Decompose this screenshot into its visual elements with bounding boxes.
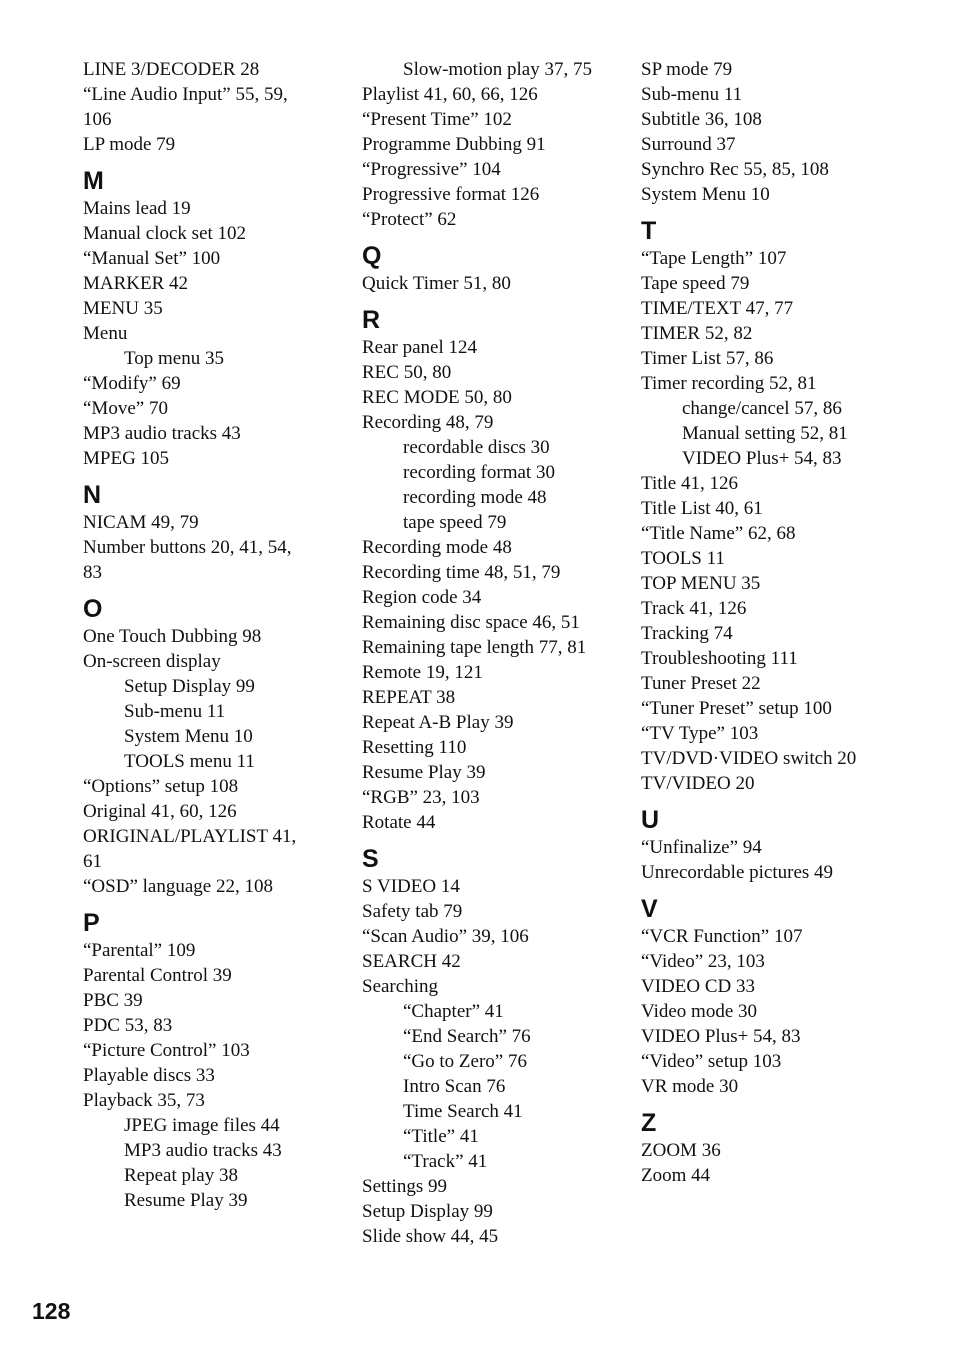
index-entry: ZOOM 36 [641, 1140, 721, 1161]
index-entry: LP mode 79 [83, 134, 176, 155]
index-entry: Number buttons 20, 41, 54, [83, 537, 292, 558]
index-subentry: Intro Scan 76 [403, 1076, 506, 1097]
index-entry: MPEG 105 [83, 448, 170, 469]
index-entry: 83 [83, 562, 102, 583]
index-entry: Playable discs 33 [83, 1065, 215, 1086]
index-entry: Resetting 110 [362, 737, 467, 758]
index-entry: Tracking 74 [641, 623, 733, 644]
index-subentry: “End Search” 76 [403, 1026, 531, 1047]
index-entry: VIDEO CD 33 [641, 976, 755, 997]
index-subentry: “Title” 41 [403, 1126, 479, 1147]
index-entry: Setup Display 99 [362, 1201, 493, 1222]
index-entry: “Move” 70 [83, 398, 168, 419]
index-column-3 [641, 57, 941, 1188]
index-letter-heading: O [83, 595, 103, 623]
index-letter-heading: M [83, 167, 104, 195]
index-entry: Playlist 41, 60, 66, 126 [362, 84, 538, 105]
index-entry: “Tape Length” 107 [641, 248, 787, 269]
index-entry: Subtitle 36, 108 [641, 109, 762, 130]
index-entry: MENU 35 [83, 298, 163, 319]
index-subentry: JPEG image files 44 [124, 1115, 280, 1136]
index-subentry: Repeat play 38 [124, 1165, 238, 1186]
index-subentry: Sub-menu 11 [124, 701, 226, 722]
index-letter-heading: N [83, 481, 102, 509]
index-entry: TV/VIDEO 20 [641, 773, 755, 794]
index-subentry: TOOLS menu 11 [124, 751, 255, 772]
index-entry: REC MODE 50, 80 [362, 387, 512, 408]
index-entry: Video mode 30 [641, 1001, 758, 1022]
index-entry: Region code 34 [362, 587, 482, 608]
index-subentry: recordable discs 30 [403, 437, 550, 458]
index-entry: TV/DVD·VIDEO switch 20 [641, 748, 857, 769]
index-entry: Slide show 44, 45 [362, 1226, 499, 1247]
index-entry: NICAM 49, 79 [83, 512, 199, 533]
index-entry: “TV Type” 103 [641, 723, 759, 744]
index-entry: “Unfinalize” 94 [641, 837, 762, 858]
index-entry: LINE 3/DECODER 28 [83, 59, 260, 80]
index-entry: Remote 19, 121 [362, 662, 483, 683]
index-entry: SEARCH 42 [362, 951, 461, 972]
index-entry: Synchro Rec 55, 85, 108 [641, 159, 829, 180]
index-entry: VR mode 30 [641, 1076, 739, 1097]
index-entry: PDC 53, 83 [83, 1015, 173, 1036]
index-entry: “VCR Function” 107 [641, 926, 803, 947]
index-letter-heading: T [641, 217, 657, 245]
index-entry: MP3 audio tracks 43 [83, 423, 241, 444]
index-subentry: System Menu 10 [124, 726, 253, 747]
index-letter-heading: Q [362, 242, 382, 270]
index-entry: “Scan Audio” 39, 106 [362, 926, 529, 947]
index-entry: Mains lead 19 [83, 198, 191, 219]
index-column-1 [83, 57, 343, 1213]
index-subentry: Time Search 41 [403, 1101, 523, 1122]
index-subentry: recording mode 48 [403, 487, 547, 508]
index-entry: Zoom 44 [641, 1165, 711, 1186]
index-entry: Track 41, 126 [641, 598, 747, 619]
index-entry: Remaining disc space 46, 51 [362, 612, 580, 633]
index-letter-heading: V [641, 895, 658, 923]
index-column-2 [362, 57, 627, 1249]
index-entry: “Title Name” 62, 68 [641, 523, 796, 544]
index-entry: Menu [83, 323, 128, 344]
index-entry: Remaining tape length 77, 81 [362, 637, 587, 658]
index-entry: 61 [83, 851, 102, 872]
index-entry: One Touch Dubbing 98 [83, 626, 262, 647]
index-subentry: Setup Display 99 [124, 676, 255, 697]
index-entry: Settings 99 [362, 1176, 447, 1197]
index-entry: TOP MENU 35 [641, 573, 761, 594]
index-entry: MARKER 42 [83, 273, 189, 294]
index-entry: VIDEO Plus+ 54, 83 [641, 1026, 801, 1047]
index-entry: Timer List 57, 86 [641, 348, 774, 369]
index-entry: “Picture Control” 103 [83, 1040, 250, 1061]
index-letter-heading: S [362, 845, 379, 873]
index-entry: “Manual Set” 100 [83, 248, 221, 269]
index-entry: Timer recording 52, 81 [641, 373, 817, 394]
index-entry: PBC 39 [83, 990, 143, 1011]
index-letter-heading: Z [641, 1109, 657, 1137]
index-subentry: “Go to Zero” 76 [403, 1051, 527, 1072]
index-entry: Unrecordable pictures 49 [641, 862, 834, 883]
index-entry: Searching [362, 976, 438, 997]
index-entry: Manual clock set 102 [83, 223, 247, 244]
index-subentry: “Track” 41 [403, 1151, 488, 1172]
index-entry: “Video” setup 103 [641, 1051, 782, 1072]
index-entry: Title List 40, 61 [641, 498, 763, 519]
index-subentry: VIDEO Plus+ 54, 83 [682, 448, 842, 469]
index-entry: Tape speed 79 [641, 273, 750, 294]
index-letter-heading: U [641, 806, 660, 834]
index-entry: On-screen display [83, 651, 221, 672]
index-entry: Original 41, 60, 126 [83, 801, 237, 822]
index-entry: TIME/TEXT 47, 77 [641, 298, 794, 319]
index-entry: TIMER 52, 82 [641, 323, 753, 344]
index-entry: Quick Timer 51, 80 [362, 273, 511, 294]
index-entry: Recording 48, 79 [362, 412, 494, 433]
index-subentry: Top menu 35 [124, 348, 224, 369]
index-entry: Recording time 48, 51, 79 [362, 562, 561, 583]
page-number: 128 [32, 1298, 71, 1324]
index-entry: Progressive format 126 [362, 184, 540, 205]
index-subentry: tape speed 79 [403, 512, 507, 533]
index-entry: “Line Audio Input” 55, 59, [83, 84, 288, 105]
index-entry: System Menu 10 [641, 184, 770, 205]
index-entry: 106 [83, 109, 112, 130]
index-entry: REC 50, 80 [362, 362, 452, 383]
index-entry: Resume Play 39 [362, 762, 486, 783]
index-letter-heading: R [362, 306, 381, 334]
index-subentry: change/cancel 57, 86 [682, 398, 842, 419]
index-entry: “OSD” language 22, 108 [83, 876, 273, 897]
index-entry: Troubleshooting 111 [641, 648, 798, 669]
index-entry: “Parental” 109 [83, 940, 196, 961]
index-entry: REPEAT 38 [362, 687, 456, 708]
index-entry: “Progressive” 104 [362, 159, 501, 180]
index-subentry: Slow-motion play 37, 75 [403, 59, 592, 80]
index-entry: Sub-menu 11 [641, 84, 743, 105]
index-entry: Tuner Preset 22 [641, 673, 761, 694]
index-entry: Programme Dubbing 91 [362, 134, 546, 155]
index-entry: Playback 35, 73 [83, 1090, 205, 1111]
index-subentry: “Chapter” 41 [403, 1001, 504, 1022]
index-entry: “Video” 23, 103 [641, 951, 765, 972]
index-subentry: MP3 audio tracks 43 [124, 1140, 282, 1161]
index-entry: SP mode 79 [641, 59, 733, 80]
index-entry: Safety tab 79 [362, 901, 463, 922]
index-entry: Title 41, 126 [641, 473, 738, 494]
index-entry: Recording mode 48 [362, 537, 512, 558]
index-entry: “Tuner Preset” setup 100 [641, 698, 832, 719]
index-subentry: recording format 30 [403, 462, 555, 483]
index-entry: “Options” setup 108 [83, 776, 239, 797]
index-entry: S VIDEO 14 [362, 876, 460, 897]
index-entry: Parental Control 39 [83, 965, 232, 986]
index-entry: Rotate 44 [362, 812, 436, 833]
index-entry: Surround 37 [641, 134, 736, 155]
index-subentry: Manual setting 52, 81 [682, 423, 848, 444]
index-entry: “RGB” 23, 103 [362, 787, 480, 808]
index-entry: “Protect” 62 [362, 209, 457, 230]
index-subentry: Resume Play 39 [124, 1190, 248, 1211]
index-letter-heading: P [83, 909, 100, 937]
index-entry: Repeat A-B Play 39 [362, 712, 514, 733]
index-entry: “Modify” 69 [83, 373, 181, 394]
index-entry: TOOLS 11 [641, 548, 725, 569]
index-entry: “Present Time” 102 [362, 109, 512, 130]
index-entry: Rear panel 124 [362, 337, 478, 358]
index-entry: ORIGINAL/PLAYLIST 41, [83, 826, 297, 847]
